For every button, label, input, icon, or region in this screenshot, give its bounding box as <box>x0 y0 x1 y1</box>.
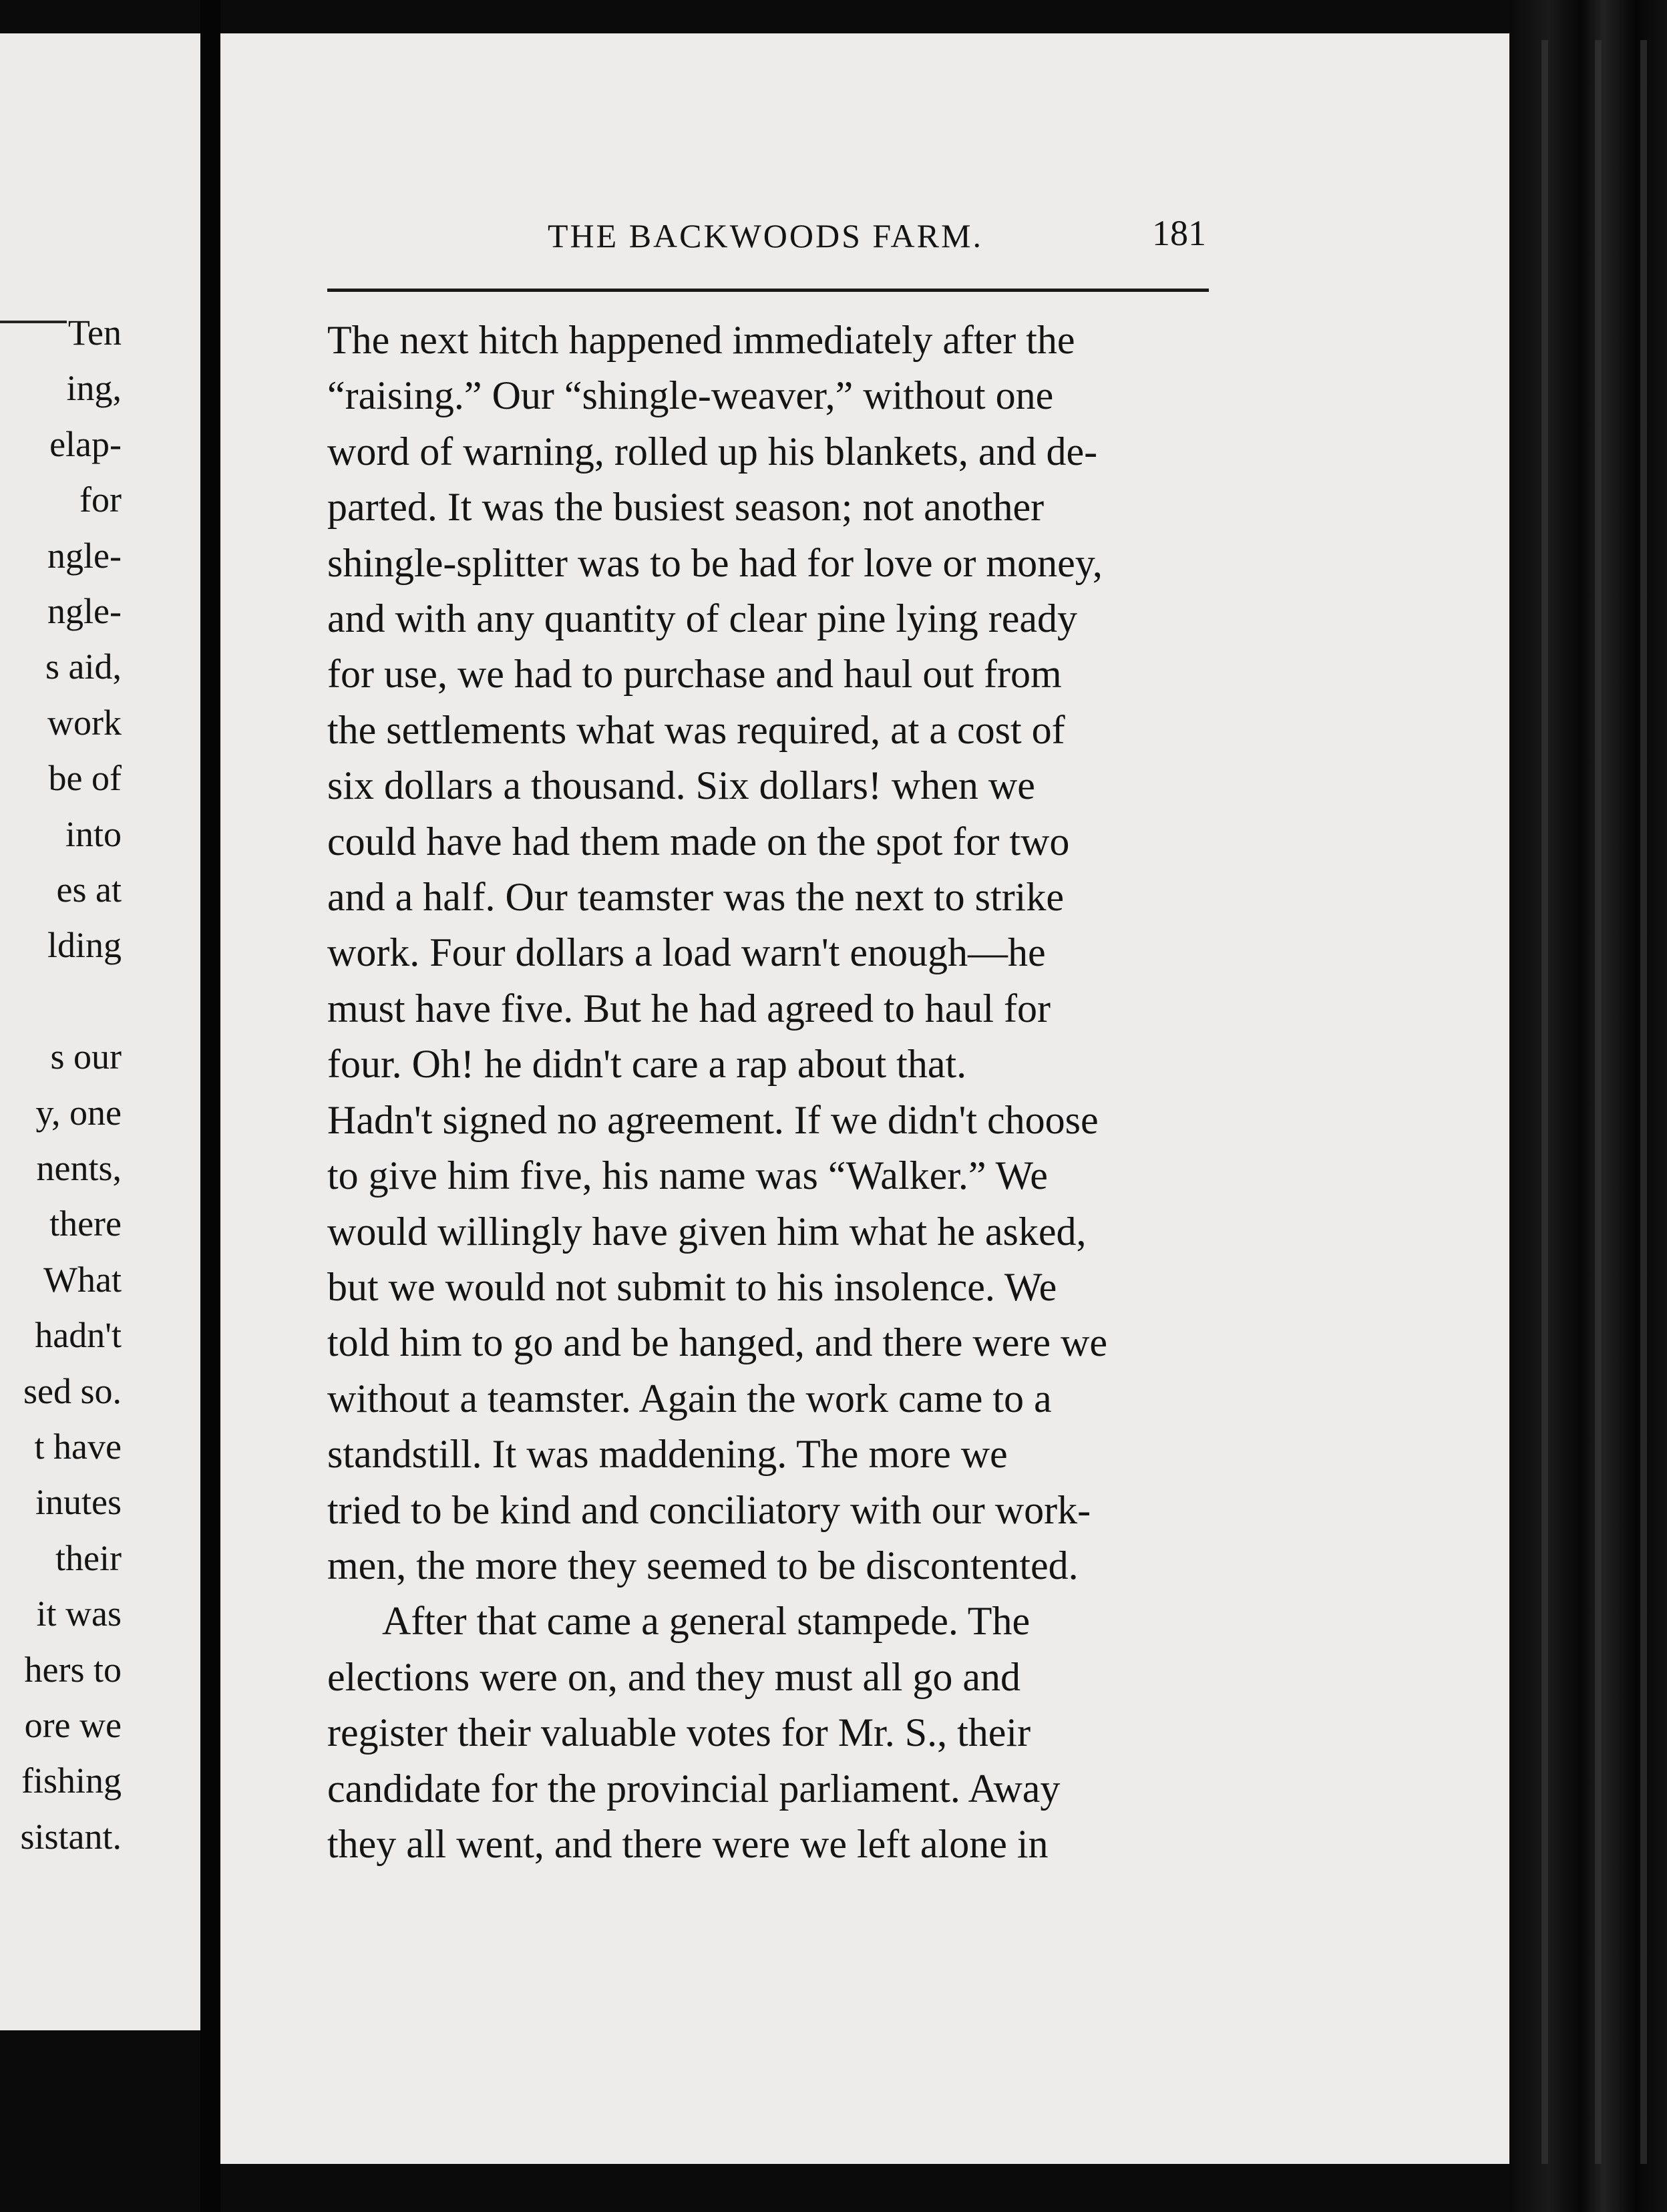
text-line: work. Four dollars a load warn't enough—he <box>327 930 1046 975</box>
previous-page-line: s our <box>50 1037 122 1077</box>
text-line: standstill. It was maddening. The more we <box>327 1432 1008 1477</box>
text-line: six dollars a thousand. Six dollars! when we <box>327 763 1035 808</box>
previous-page-line: Ten <box>67 313 122 353</box>
running-header <box>321 212 1206 259</box>
previous-page-line: hadn't <box>35 1315 122 1356</box>
text-line: told him to go and be hanged, and there were we <box>327 1320 1107 1365</box>
previous-page-line: into <box>65 813 122 854</box>
previous-page-line: work <box>47 702 122 743</box>
text-line: would willingly have given him what he asked, <box>327 1209 1087 1254</box>
previous-page-fragment <box>0 33 200 2030</box>
book-edge-shadow <box>1509 0 1667 2212</box>
page-edge-stripe <box>1595 40 1602 2164</box>
text-line: word of warning, rolled up his blankets, and de- <box>327 429 1098 474</box>
text-line: tried to be kind and conciliatory with our work- <box>327 1487 1091 1532</box>
previous-page-line: fishing <box>21 1761 122 1801</box>
previous-page-line: ore we <box>24 1705 122 1745</box>
previous-page-line: es at <box>56 870 122 910</box>
text-line: “raising.” Our “shingle-weaver,” without one <box>327 373 1054 418</box>
previous-page-line: inutes <box>35 1482 122 1523</box>
previous-page-line: sistant. <box>20 1816 122 1857</box>
running-title: THE BACKWOODS FARM. <box>548 217 983 254</box>
previous-page-line: for <box>79 480 122 520</box>
page-body <box>327 313 1249 1872</box>
text-line: parted. It was the busiest season; not another <box>327 485 1045 530</box>
previous-page-line: ing, <box>66 368 122 409</box>
previous-page-line: ngle- <box>47 535 122 576</box>
previous-page-line: there <box>49 1204 122 1244</box>
text-line: must have five. But he had agreed to haul for <box>327 986 1051 1031</box>
text-line: men, the more they seemed to be discontented. <box>327 1543 1079 1588</box>
header-rule <box>327 289 1209 292</box>
paragraph-first-line: After that came a general stampede. The <box>382 1599 1031 1644</box>
previous-page-line: lding <box>47 925 122 966</box>
previous-page-line: their <box>55 1537 122 1578</box>
previous-page-line: be of <box>48 758 122 799</box>
book-gutter <box>200 0 220 2212</box>
page-edge-stripe <box>1640 40 1647 2164</box>
text-line: the settlements what was required, at a cost of <box>327 707 1065 752</box>
previous-page-line: y, one <box>35 1092 122 1133</box>
text-line: could have had them made on the spot for two <box>327 819 1070 864</box>
text-line: but we would not submit to his insolence. We <box>327 1264 1057 1309</box>
text-line: and a half. Our teamster was the next to strike <box>327 875 1064 920</box>
previous-page-line: hers to <box>24 1649 122 1690</box>
text-line: without a teamster. Again the work came to a <box>327 1376 1052 1421</box>
previous-page-line: s aid, <box>45 647 122 687</box>
text-line: for use, we had to purchase and haul out from <box>327 652 1062 697</box>
text-line: and with any quantity of clear pine lying ready <box>327 596 1077 641</box>
text-line: shingle-splitter was to be had for love or money, <box>327 540 1103 585</box>
previous-page-line: ngle- <box>47 591 122 631</box>
text-line: Hadn't signed no agreement. If we didn't choose <box>327 1097 1099 1142</box>
previous-page-line: t have <box>34 1427 122 1467</box>
previous-page-header-rule <box>0 321 67 323</box>
previous-page-line: nents, <box>36 1148 122 1188</box>
page-number: 181 <box>1152 213 1206 253</box>
previous-page-line: sed so. <box>23 1370 122 1411</box>
previous-page-line: elap- <box>49 423 122 464</box>
text-line: The next hitch happened immediately after the <box>327 318 1075 362</box>
text-line: they all went, and there were we left alone in <box>327 1821 1049 1866</box>
previous-page-line: What <box>43 1259 122 1300</box>
page-edge-stripe <box>1541 40 1548 2164</box>
text-line: register their valuable votes for Mr. S., their <box>327 1710 1031 1755</box>
text-line: to give him five, his name was “Walker.” We <box>327 1153 1048 1198</box>
previous-page-line: it was <box>36 1594 122 1634</box>
text-line: four. Oh! he didn't care a rap about that. <box>327 1042 967 1087</box>
text-line: candidate for the provincial parliament. Away <box>327 1766 1061 1811</box>
text-line: elections were on, and they must all go and <box>327 1654 1021 1699</box>
